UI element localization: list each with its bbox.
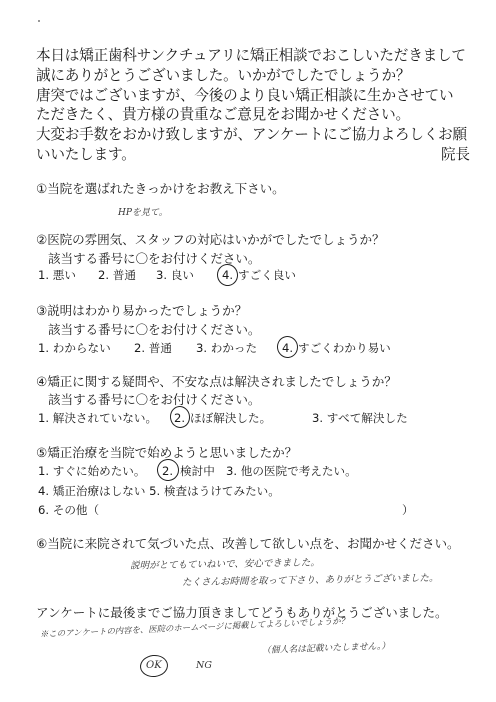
question-1-handwritten-answer: HPを見て。	[118, 208, 168, 218]
intro-line-2: 誠にありがとうございました。いかがでしたでしょうか？	[36, 67, 411, 84]
q5-options-4-5: 4. 矯正治療はしない 5. 検査はうけてみたい。	[38, 484, 280, 498]
q3-option-1: 1. わからない	[38, 341, 111, 355]
question-5-text: ⑤矯正治療を当院で始めようと思いましたか？	[36, 445, 298, 460]
intro-line-1: 本日は矯正歯科サンクチュアリに矯正相談でおこしいただきまして	[36, 47, 466, 64]
closing-thanks: アンケートに最後までご協力頂きましてどうもありがとうございました。	[36, 605, 448, 620]
question-2-text: ②医院の雰囲気、スタッフの対応はいかがでしたでしょうか？	[36, 232, 385, 247]
q4-option-1: 1. 解決されていない。	[38, 411, 158, 425]
question-4-instruction: 該当する番号に〇をお付けください。	[48, 392, 261, 407]
question-6-handwritten-line-2: たくさんお時間を取って下さり、ありがとうございました。	[181, 572, 439, 589]
q5-selected-circle	[156, 458, 181, 483]
question-2-instruction: 該当する番号に〇をお付けください。	[48, 251, 261, 266]
q4-option-3: 3. すべて解決した	[312, 411, 408, 425]
q2-option-4-number: 4.	[222, 268, 234, 282]
consent-line-2: （個人名は記載いたしません。）	[261, 641, 391, 656]
q3-option-4-number: 4.	[282, 341, 294, 355]
q3-option-3: 3. わかった	[196, 341, 258, 355]
q3-option-2: 2. 普通	[134, 341, 172, 355]
consent-ok: OK	[146, 660, 162, 671]
intro-line-6: いいたします。	[36, 146, 136, 163]
scan-speck	[38, 20, 40, 22]
director-signature: 院長	[441, 146, 470, 163]
question-4-text: ④矯正に関する疑問や、不安な点は解決されましたでしょうか？	[36, 374, 397, 389]
consent-ng: NG	[196, 660, 212, 671]
q4-option-2-label: ほぼ解決した。	[190, 411, 272, 425]
consent-ok-circle	[139, 654, 169, 679]
q5-option-6: 6. その他（	[38, 503, 100, 517]
q2-option-1: 1. 悪い	[38, 268, 76, 282]
question-1-text: ①当院を選ばれたきっかけをお教え下さい。	[36, 181, 285, 196]
question-3-text: ③説明はわかり易かったでしょうか？	[36, 303, 248, 318]
q3-selected-circle	[276, 335, 300, 360]
question-6-text: ⑥当院に来院されて気づいた点、改善して欲しい点を、お聞かせください。	[36, 536, 460, 551]
q3-option-4-label: すごくわかり易い	[298, 341, 391, 355]
q5-option-1: 1. すぐに始めたい。	[38, 464, 146, 478]
q4-selected-circle	[169, 405, 192, 430]
intro-line-5: 大変お手数をおかけ致しますが、アンケートにご協力よろしくお願	[36, 126, 467, 143]
consent-line-1: ※このアンケートの内容を、医院のホームページに掲載してよろしいでしょうか？	[39, 615, 350, 639]
question-3-instruction: 該当する番号に〇をお付けください。	[48, 322, 261, 337]
question-6-handwritten-line-1: 説明がとてもていねいで、安心できました。	[129, 557, 320, 572]
q4-option-2-number: 2.	[174, 411, 186, 425]
intro-line-3: 唐突ではございますが、今後のより良い矯正相談に生かさせてい	[36, 87, 454, 104]
q5-option-6-close-paren: ）	[402, 503, 414, 517]
q5-option-2-number: 2.	[162, 464, 174, 478]
q5-option-2-label: 検討中	[180, 464, 215, 478]
q5-option-3: 3. 他の医院で考えたい。	[226, 464, 357, 478]
intro-line-4: ただきたく、貴方様の貴重なご意見をお聞かせください。	[36, 106, 410, 123]
q2-option-3: 3. 良い	[156, 268, 194, 282]
q2-option-2: 2. 普通	[98, 268, 136, 282]
q2-option-4-label: すごく良い	[238, 268, 296, 282]
